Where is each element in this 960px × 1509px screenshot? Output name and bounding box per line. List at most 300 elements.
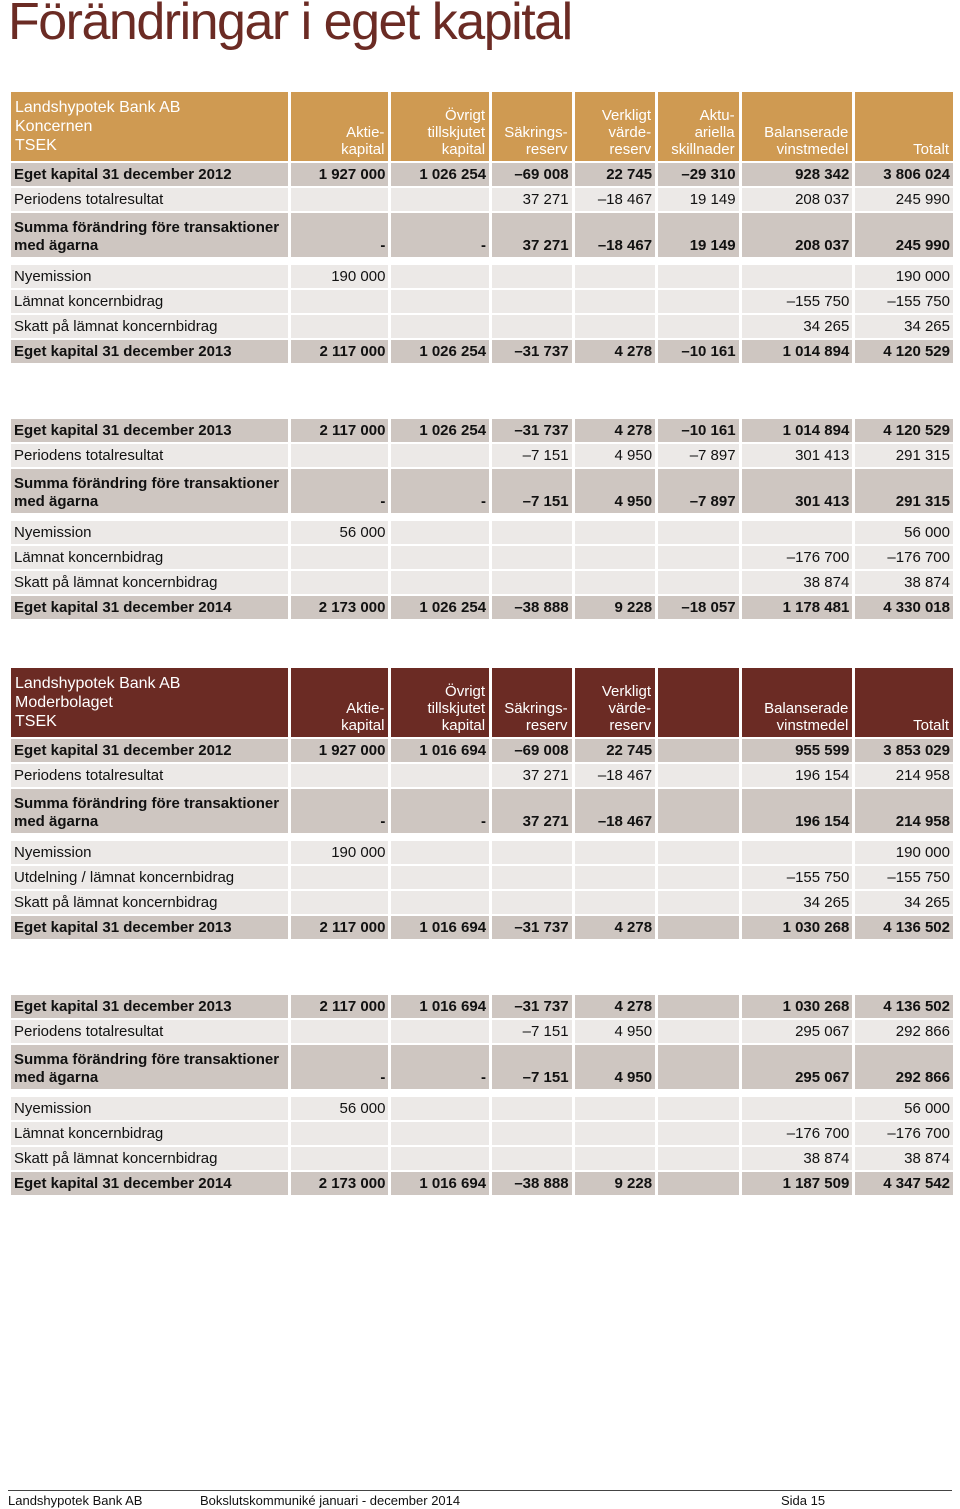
value-cell: 4 120 529	[855, 419, 953, 442]
page-footer	[8, 1490, 952, 1508]
value-cell	[492, 866, 572, 889]
value-cell	[492, 265, 572, 288]
value-cell: –155 750	[855, 290, 953, 313]
value-cell: 4 950	[575, 444, 656, 467]
value-cell: 190 000	[291, 265, 389, 288]
value-cell	[575, 866, 656, 889]
value-cell	[291, 1020, 389, 1043]
row-label: Nyemission	[11, 1097, 288, 1120]
value-cell: –7 897	[658, 469, 739, 513]
concern-header-line: Koncernen	[15, 118, 93, 135]
value-cell	[575, 891, 656, 914]
concern-header-line: TSEK	[15, 137, 57, 154]
concern-header-line: Landshypotek Bank AB	[15, 99, 181, 116]
value-cell: –176 700	[855, 1122, 953, 1145]
value-cell	[658, 739, 739, 762]
row-spacer	[11, 1091, 953, 1095]
value-cell: –69 008	[492, 739, 572, 762]
value-cell	[291, 315, 389, 338]
value-cell	[391, 546, 489, 569]
row-label: Skatt på lämnat koncernbidrag	[11, 571, 288, 594]
parent-column-header-line: Totalt	[913, 717, 949, 734]
value-cell: –29 310	[658, 163, 739, 186]
value-cell	[391, 188, 489, 211]
concern-column-header-line: Balanserade	[764, 124, 849, 141]
row-label: Skatt på lämnat koncernbidrag	[11, 1147, 288, 1170]
concern-header-label	[11, 92, 288, 161]
value-cell	[291, 546, 389, 569]
parent-column-header	[291, 668, 389, 737]
value-cell: 4 278	[575, 340, 656, 363]
value-cell: 1 026 254	[391, 596, 489, 619]
value-cell: 2 117 000	[291, 995, 389, 1018]
table-row	[11, 163, 953, 186]
value-cell: 1 016 694	[391, 739, 489, 762]
parent-column-header-line: tillskjutet	[427, 700, 486, 717]
value-cell	[492, 571, 572, 594]
parent-column-header	[855, 668, 953, 737]
value-cell	[742, 265, 853, 288]
value-cell	[291, 444, 389, 467]
value-cell	[391, 290, 489, 313]
table-row	[11, 188, 953, 211]
value-cell	[658, 891, 739, 914]
value-cell: –155 750	[742, 866, 853, 889]
value-cell	[492, 1097, 572, 1120]
value-cell	[658, 546, 739, 569]
value-cell	[391, 841, 489, 864]
value-cell: –7 151	[492, 1045, 572, 1089]
value-cell: 4 136 502	[855, 916, 953, 939]
value-cell	[391, 1122, 489, 1145]
value-cell: 1 016 694	[391, 916, 489, 939]
value-cell: 38 874	[742, 571, 853, 594]
table-row	[11, 995, 953, 1018]
value-cell: 3 806 024	[855, 163, 953, 186]
value-cell	[575, 841, 656, 864]
concern-column-header-line: Aktu-	[699, 107, 735, 124]
value-cell	[575, 546, 656, 569]
value-cell: 190 000	[855, 841, 953, 864]
row-label: Summa förändring före transaktioner med ägarna	[11, 789, 288, 833]
row-label: Lämnat koncernbidrag	[11, 546, 288, 569]
value-cell: 1 178 481	[742, 596, 853, 619]
value-cell: 34 265	[855, 891, 953, 914]
row-label: Skatt på lämnat koncernbidrag	[11, 891, 288, 914]
table-row	[11, 1020, 953, 1043]
value-cell: 1 030 268	[742, 916, 853, 939]
value-cell: –18 467	[575, 213, 656, 257]
table-row	[11, 571, 953, 594]
value-cell: 208 037	[742, 188, 853, 211]
parent-column-header-line: reserv	[525, 717, 568, 734]
row-label: Eget kapital 31 december 2013	[11, 916, 288, 939]
concern-equity-table	[8, 90, 956, 621]
parent-column-header-line: värde-	[608, 700, 652, 717]
value-cell: 1 187 509	[742, 1172, 853, 1195]
value-cell: –155 750	[855, 866, 953, 889]
value-cell	[575, 571, 656, 594]
value-cell: 22 745	[575, 163, 656, 186]
concern-column-header	[575, 92, 656, 161]
parent-column-header-line: reserv	[609, 717, 652, 734]
row-label: Lämnat koncernbidrag	[11, 290, 288, 313]
table-row	[11, 841, 953, 864]
table-row	[11, 546, 953, 569]
value-cell	[492, 1122, 572, 1145]
row-label: Skatt på lämnat koncernbidrag	[11, 315, 288, 338]
value-cell: 2 117 000	[291, 340, 389, 363]
value-cell: 34 265	[742, 891, 853, 914]
value-cell	[658, 1147, 739, 1170]
value-cell	[291, 1147, 389, 1170]
value-cell	[492, 521, 572, 544]
value-cell: 295 067	[742, 1020, 853, 1043]
table-row	[11, 419, 953, 442]
concern-column-header-line: ariella	[694, 124, 735, 141]
value-cell: –69 008	[492, 163, 572, 186]
table-row	[11, 315, 953, 338]
value-cell: 19 149	[658, 188, 739, 211]
value-cell: 928 342	[742, 163, 853, 186]
value-cell	[575, 1122, 656, 1145]
value-cell: 292 866	[855, 1045, 953, 1089]
value-cell: 1 014 894	[742, 340, 853, 363]
value-cell: -	[291, 469, 389, 513]
concern-column-header	[742, 92, 853, 161]
value-cell: 292 866	[855, 1020, 953, 1043]
value-cell: 196 154	[742, 764, 853, 787]
value-cell: 56 000	[855, 521, 953, 544]
value-cell: –18 057	[658, 596, 739, 619]
value-cell	[391, 764, 489, 787]
concern-column-header-line: kapital	[441, 141, 486, 158]
value-cell: –7 897	[658, 444, 739, 467]
block-spacer	[11, 365, 953, 417]
value-cell	[391, 866, 489, 889]
value-cell: 291 315	[855, 469, 953, 513]
value-cell	[291, 188, 389, 211]
row-label: Eget kapital 31 december 2014	[11, 596, 288, 619]
table-row	[11, 866, 953, 889]
value-cell: 4 278	[575, 995, 656, 1018]
value-cell: 4 278	[575, 419, 656, 442]
row-spacer	[11, 835, 953, 839]
concern-column-header-line: reserv	[525, 141, 568, 158]
row-label: Nyemission	[11, 521, 288, 544]
row-label: Eget kapital 31 december 2013	[11, 995, 288, 1018]
value-cell: –10 161	[658, 340, 739, 363]
value-cell	[742, 1097, 853, 1120]
value-cell: 3 853 029	[855, 739, 953, 762]
value-cell: -	[291, 1045, 389, 1089]
value-cell	[291, 764, 389, 787]
concern-column-header-line: Säkrings-	[504, 124, 568, 141]
value-cell	[658, 1020, 739, 1043]
parent-column-header-line: Aktie-	[346, 700, 385, 717]
concern-column-header	[855, 92, 953, 161]
parent-column-header	[492, 668, 572, 737]
value-cell: -	[391, 213, 489, 257]
concern-column-header	[291, 92, 389, 161]
parent-column-header-line: vinstmedel	[776, 717, 849, 734]
value-cell: 214 958	[855, 789, 953, 833]
footer-company: Landshypotek Bank AB	[8, 1493, 143, 1508]
table-row	[11, 444, 953, 467]
value-cell	[658, 265, 739, 288]
value-cell: 4 950	[575, 1020, 656, 1043]
value-cell: 4 278	[575, 916, 656, 939]
value-cell: 2 117 000	[291, 419, 389, 442]
value-cell: 1 016 694	[391, 995, 489, 1018]
value-cell	[658, 1122, 739, 1145]
value-cell: 1 026 254	[391, 340, 489, 363]
value-cell	[658, 1097, 739, 1120]
value-cell	[658, 521, 739, 544]
value-cell: 190 000	[291, 841, 389, 864]
table-row	[11, 916, 953, 939]
value-cell	[391, 1097, 489, 1120]
value-cell: 4 347 542	[855, 1172, 953, 1195]
concern-column-header-line: värde-	[608, 124, 652, 141]
row-label: Eget kapital 31 december 2014	[11, 1172, 288, 1195]
value-cell: 1 016 694	[391, 1172, 489, 1195]
value-cell: 245 990	[855, 188, 953, 211]
row-label: Periodens totalresultat	[11, 188, 288, 211]
concern-column-header-line: vinstmedel	[776, 141, 849, 158]
block-spacer	[11, 941, 953, 993]
value-cell: –155 750	[742, 290, 853, 313]
table-row	[11, 1172, 953, 1195]
value-cell: 1 026 254	[391, 163, 489, 186]
value-cell: –31 737	[492, 995, 572, 1018]
value-cell: 4 950	[575, 1045, 656, 1089]
table-row	[11, 739, 953, 762]
value-cell	[291, 1122, 389, 1145]
parent-column-header-line: kapital	[441, 717, 486, 734]
parent-column-header-line: kapital	[341, 717, 385, 734]
value-cell: 4 330 018	[855, 596, 953, 619]
value-cell: 37 271	[492, 213, 572, 257]
footer-report-title: Bokslutskommuniké januari - december 2014	[200, 1493, 461, 1508]
value-cell: 56 000	[855, 1097, 953, 1120]
value-cell	[658, 841, 739, 864]
parent-header-line: TSEK	[15, 713, 57, 730]
parent-header-line: Landshypotek Bank AB	[15, 675, 181, 692]
row-label: Nyemission	[11, 265, 288, 288]
value-cell: –38 888	[492, 1172, 572, 1195]
concern-column-header-line: kapital	[341, 141, 385, 158]
table-row	[11, 1045, 953, 1089]
value-cell	[492, 315, 572, 338]
value-cell	[391, 1020, 489, 1043]
value-cell: 22 745	[575, 739, 656, 762]
value-cell	[492, 290, 572, 313]
value-cell: -	[391, 789, 489, 833]
value-cell: 955 599	[742, 739, 853, 762]
parent-header-row	[11, 668, 953, 737]
table-row	[11, 1147, 953, 1170]
value-cell: –7 151	[492, 469, 572, 513]
concern-column-header	[492, 92, 572, 161]
value-cell: –7 151	[492, 1020, 572, 1043]
value-cell	[291, 866, 389, 889]
value-cell: 38 874	[742, 1147, 853, 1170]
value-cell	[658, 764, 739, 787]
value-cell: 291 315	[855, 444, 953, 467]
parent-column-header	[658, 668, 739, 737]
concern-column-header-line: skillnader	[671, 141, 735, 158]
value-cell: 19 149	[658, 213, 739, 257]
table-row	[11, 789, 953, 833]
row-label: Summa förändring före transaktioner med ägarna	[11, 469, 288, 513]
value-cell: –176 700	[742, 546, 853, 569]
value-cell: 295 067	[742, 1045, 853, 1089]
value-cell: 4 120 529	[855, 340, 953, 363]
value-cell	[391, 315, 489, 338]
parent-column-header-line: Balanserade	[764, 700, 849, 717]
value-cell	[742, 841, 853, 864]
value-cell: 9 228	[575, 1172, 656, 1195]
parent-column-header-line: Säkrings-	[504, 700, 568, 717]
value-cell: 1 927 000	[291, 163, 389, 186]
row-label: Nyemission	[11, 841, 288, 864]
value-cell	[492, 891, 572, 914]
value-cell	[575, 521, 656, 544]
row-spacer	[11, 515, 953, 519]
value-cell: 37 271	[492, 188, 572, 211]
value-cell	[492, 546, 572, 569]
table-row	[11, 596, 953, 619]
value-cell: –31 737	[492, 419, 572, 442]
value-cell	[575, 290, 656, 313]
value-cell	[291, 891, 389, 914]
row-label: Summa förändring före transaktioner med ägarna	[11, 1045, 288, 1089]
row-label: Periodens totalresultat	[11, 444, 288, 467]
parent-equity-table	[8, 666, 956, 1197]
value-cell	[575, 1097, 656, 1120]
value-cell: 1 030 268	[742, 995, 853, 1018]
row-label: Periodens totalresultat	[11, 1020, 288, 1043]
value-cell: -	[291, 213, 389, 257]
value-cell	[391, 891, 489, 914]
value-cell: 2 173 000	[291, 596, 389, 619]
value-cell: 301 413	[742, 444, 853, 467]
concern-column-header	[658, 92, 739, 161]
value-cell: –176 700	[742, 1122, 853, 1145]
value-cell	[658, 315, 739, 338]
row-label: Periodens totalresultat	[11, 764, 288, 787]
value-cell: 56 000	[291, 1097, 389, 1120]
value-cell	[658, 995, 739, 1018]
value-cell	[658, 571, 739, 594]
value-cell: –18 467	[575, 188, 656, 211]
value-cell: –18 467	[575, 789, 656, 833]
value-cell	[575, 265, 656, 288]
table-row	[11, 213, 953, 257]
value-cell: –7 151	[492, 444, 572, 467]
value-cell: 196 154	[742, 789, 853, 833]
value-cell	[742, 521, 853, 544]
row-label: Eget kapital 31 december 2013	[11, 419, 288, 442]
value-cell	[575, 1147, 656, 1170]
value-cell: –31 737	[492, 916, 572, 939]
parent-header-label	[11, 668, 288, 737]
value-cell: 4 950	[575, 469, 656, 513]
value-cell	[391, 265, 489, 288]
footer-page-number: Sida 15	[781, 1493, 826, 1508]
value-cell	[291, 290, 389, 313]
table-row	[11, 764, 953, 787]
table-row	[11, 290, 953, 313]
value-cell	[291, 571, 389, 594]
value-cell	[658, 1045, 739, 1089]
row-label: Eget kapital 31 december 2012	[11, 163, 288, 186]
concern-column-header-line: Övrigt	[445, 107, 486, 124]
value-cell: 9 228	[575, 596, 656, 619]
page-title: Förändringar i eget kapital	[8, 0, 572, 51]
value-cell	[658, 290, 739, 313]
value-cell: –176 700	[855, 546, 953, 569]
concern-column-header	[391, 92, 489, 161]
row-label: Utdelning / lämnat koncernbidrag	[11, 866, 288, 889]
value-cell: –18 467	[575, 764, 656, 787]
table-row	[11, 891, 953, 914]
value-cell: 38 874	[855, 571, 953, 594]
value-cell	[658, 866, 739, 889]
table-row	[11, 1122, 953, 1145]
parent-column-header	[742, 668, 853, 737]
value-cell: 38 874	[855, 1147, 953, 1170]
value-cell: 1 014 894	[742, 419, 853, 442]
table-row	[11, 521, 953, 544]
value-cell: 190 000	[855, 265, 953, 288]
value-cell: 208 037	[742, 213, 853, 257]
value-cell	[658, 789, 739, 833]
parent-column-header	[575, 668, 656, 737]
concern-column-header-line: Aktie-	[346, 124, 385, 141]
table-row	[11, 340, 953, 363]
table-row	[11, 469, 953, 513]
value-cell: 2 173 000	[291, 1172, 389, 1195]
concern-column-header-line: reserv	[609, 141, 652, 158]
value-cell: 1 026 254	[391, 419, 489, 442]
parent-column-header-line: Verkligt	[601, 683, 652, 700]
row-label: Summa förändring före transaktioner med ägarna	[11, 213, 288, 257]
parent-column-header	[391, 668, 489, 737]
value-cell	[391, 521, 489, 544]
value-cell	[658, 916, 739, 939]
concern-column-header-line: Totalt	[913, 141, 949, 158]
value-cell: 245 990	[855, 213, 953, 257]
value-cell: 37 271	[492, 764, 572, 787]
value-cell: 214 958	[855, 764, 953, 787]
value-cell: –10 161	[658, 419, 739, 442]
value-cell	[492, 841, 572, 864]
value-cell	[391, 571, 489, 594]
value-cell	[391, 1147, 489, 1170]
row-label: Lämnat koncernbidrag	[11, 1122, 288, 1145]
value-cell: –38 888	[492, 596, 572, 619]
row-spacer	[11, 259, 953, 263]
parent-header-line: Moderbolaget	[15, 694, 113, 711]
value-cell	[658, 1172, 739, 1195]
value-cell: 34 265	[742, 315, 853, 338]
value-cell: -	[391, 469, 489, 513]
value-cell: -	[291, 789, 389, 833]
row-label: Eget kapital 31 december 2013	[11, 340, 288, 363]
value-cell	[575, 315, 656, 338]
